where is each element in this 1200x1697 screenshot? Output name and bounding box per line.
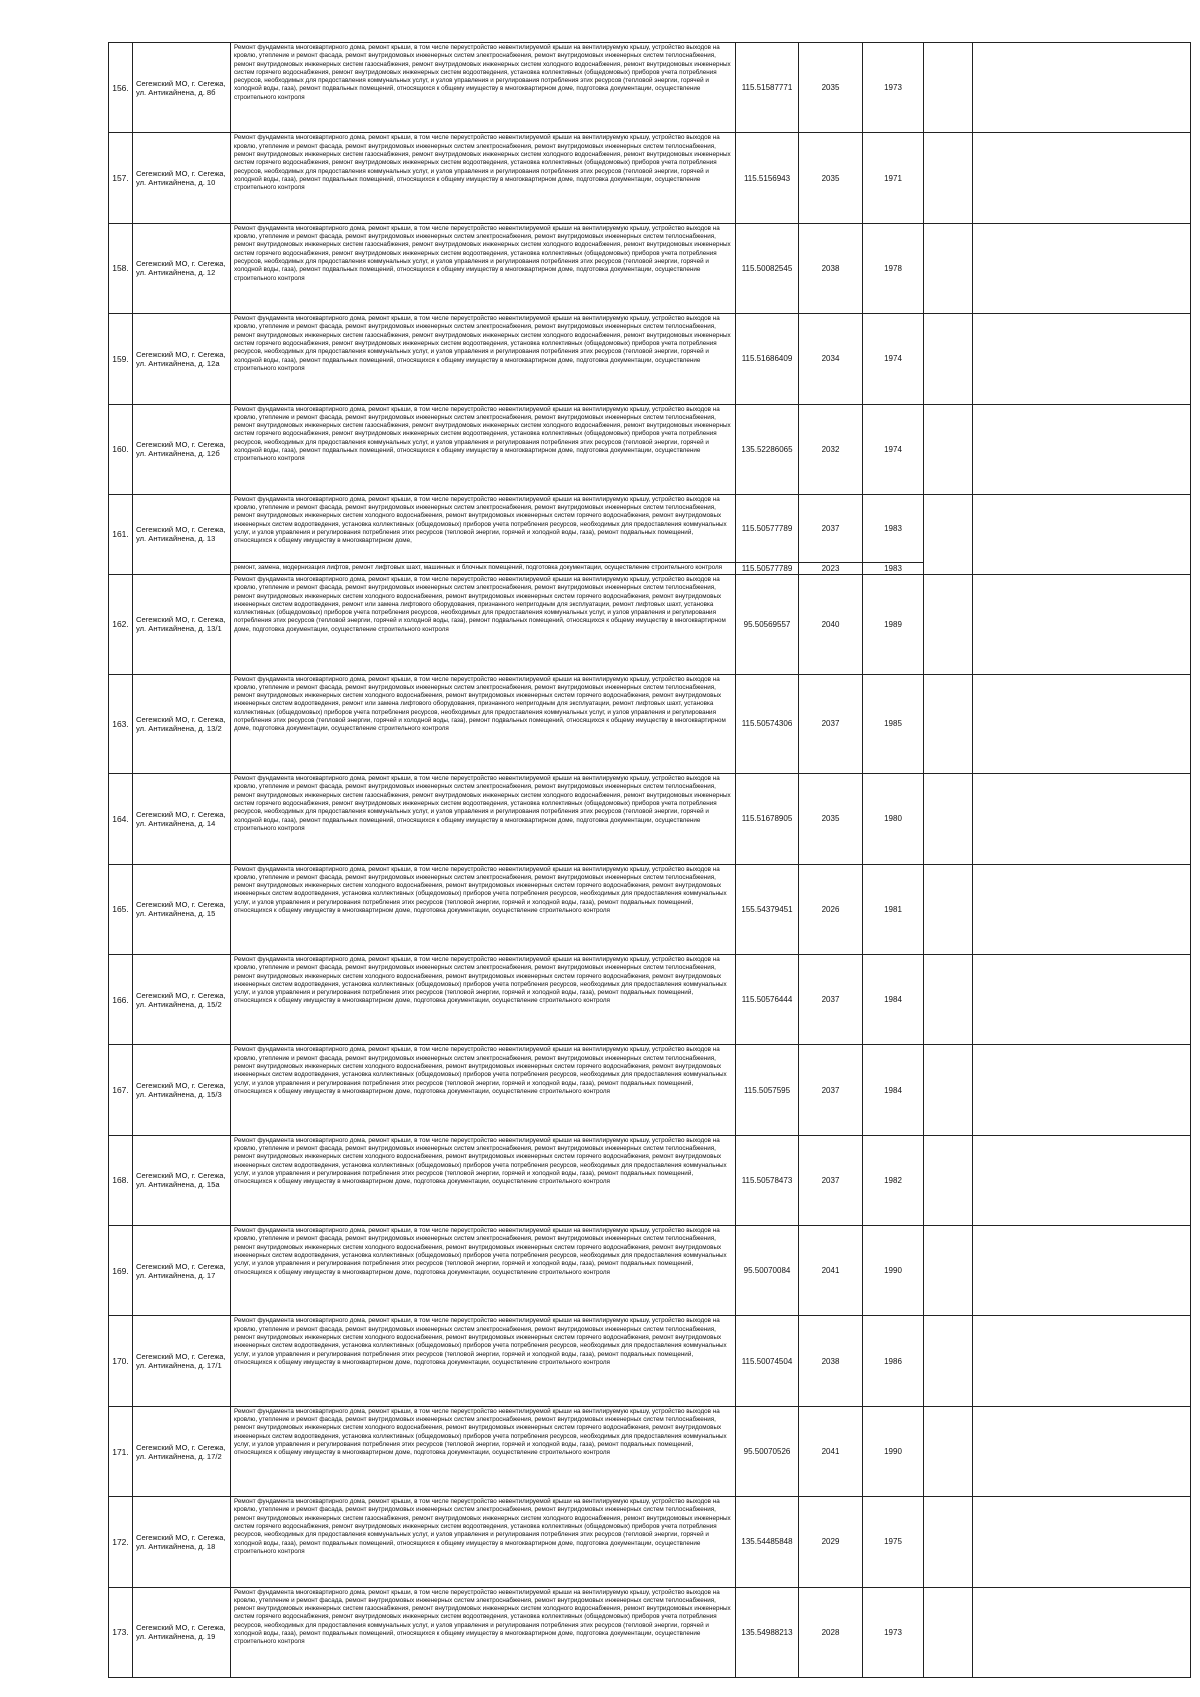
built-year-cell: 1990	[863, 1406, 924, 1496]
cost-cell: 135.54988213	[736, 1587, 799, 1677]
works-cell: Ремонт фундамента многоквартирного дома, ремонт крыши, в том числе переустройство невентилируемой крыши на вентилируемую крышу, устройство выходов на кровлю, утепление и ремонт фасада, ремонт внутридомовых инженерных систем электроснабжения, ремонт внутридомовых инженерных систем теплоснабжения, ремонт внутридомовых инженерных систем холодного водоснабжения, ремонт внутридомовых инженерных систем горячего водоснабжения, ремонт внутридомовых инженерных систем водоотведения, установка коллективных (общедомовых) приборов учета потребления ресурсов, необходимых для предоставления коммунальных услуг, и узлов управления и регулирования потребления этих ресурсов (тепловой энергии, горячей и холодной воды, газа), ремонт подвальных помещений, относящихся к общему имуществу в многоквартирном доме, подготовка документации, осуществление строительного контроля	[231, 1316, 736, 1406]
empty-cell	[973, 133, 1191, 223]
built-year-cell: 1985	[863, 674, 924, 774]
address-cell: Сегежский МО, г. Сегежа, ул. Антикайнена, д. 12б	[133, 404, 231, 494]
cost-cell: 115.51678905	[736, 774, 799, 864]
works-cell: Ремонт фундамента многоквартирного дома, ремонт крыши, в том числе переустройство невентилируемой крыши на вентилируемую крышу, устройство выходов на кровлю, утепление и ремонт фасада, ремонт внутридомовых инженерных систем электроснабжения, ремонт внутридомовых инженерных систем теплоснабжения, ремонт внутридомовых инженерных систем холодного водоснабжения, ремонт внутридомовых инженерных систем горячего водоснабжения, ремонт внутридомовых инженерных систем водоотведения, установка коллективных (общедомовых) приборов учета потребления ресурсов, необходимых для предоставления коммунальных услуг, и узлов управления и регулирования потребления этих ресурсов (тепловой энергии, горячей и холодной воды, газа), ремонт подвальных помещений, относящихся к общему имуществу в многоквартирном доме,	[231, 494, 736, 562]
year-cell: 2035	[799, 43, 863, 133]
empty-cell	[973, 404, 1191, 494]
empty-cell	[973, 774, 1191, 864]
built-year-cell: 1983	[863, 494, 924, 562]
row-number: 165.	[109, 864, 133, 954]
year-cell: 2028	[799, 1587, 863, 1677]
works-cell: Ремонт фундамента многоквартирного дома, ремонт крыши, в том числе переустройство невентилируемой крыши на вентилируемую крышу, устройство выходов на кровлю, утепление и ремонт фасада, ремонт внутридомовых инженерных систем электроснабжения, ремонт внутридомовых инженерных систем теплоснабжения, ремонт внутридомовых инженерных систем газоснабжения, ремонт внутридомовых инженерных систем холодного водоснабжения, ремонт внутридомовых инженерных систем горячего водоснабжения, ремонт внутридомовых инженерных систем водоотведения, установка коллективных (общедомовых) приборов учета потребления ресурсов, необходимых для предоставления коммунальных услуг, и узлов управления и регулирования потребления этих ресурсов (тепловой энергии, горячей и холодной воды, газа), ремонт подвальных помещений, относящихся к общему имуществу в многоквартирном доме, подготовка документации, осуществление строительного контроля	[231, 404, 736, 494]
built-year-cell: 1986	[863, 1316, 924, 1406]
row-number: 170.	[109, 1316, 133, 1406]
built-year-cell: 1973	[863, 1587, 924, 1677]
empty-cell	[973, 1226, 1191, 1316]
empty-cell	[973, 1316, 1191, 1406]
table-row	[109, 43, 1191, 133]
works-cell: Ремонт фундамента многоквартирного дома, ремонт крыши, в том числе переустройство невентилируемой крыши на вентилируемую крышу, устройство выходов на кровлю, утепление и ремонт фасада, ремонт внутридомовых инженерных систем электроснабжения, ремонт внутридомовых инженерных систем теплоснабжения, ремонт внутридомовых инженерных систем холодного водоснабжения, ремонт внутридомовых инженерных систем горячего водоснабжения, ремонт внутридомовых инженерных систем водоотведения, ремонт или замена лифтового оборудования, признанного непригодным для эксплуатации, ремонт лифтовых шахт, установка коллективных (общедомовых) приборов учета потребления ресурсов, необходимых для предоставления коммунальных услуг, и узлов управления и регулирования потребления этих ресурсов (тепловой энергии, горячей и холодной воды, газа), ремонт подвальных помещений, относящихся к общему имуществу в многоквартирном доме, подготовка документации, осуществление строительного контроля	[231, 574, 736, 674]
built-year-cell: 1989	[863, 574, 924, 674]
row-number: 158.	[109, 223, 133, 313]
address-cell: Сегежский МО, г. Сегежа, ул. Антикайнена, д. 17	[133, 1226, 231, 1316]
works-cell: Ремонт фундамента многоквартирного дома, ремонт крыши, в том числе переустройство невентилируемой крыши на вентилируемую крышу, устройство выходов на кровлю, утепление и ремонт фасада, ремонт внутридомовых инженерных систем электроснабжения, ремонт внутридомовых инженерных систем теплоснабжения, ремонт внутридомовых инженерных систем холодного водоснабжения, ремонт внутридомовых инженерных систем горячего водоснабжения, ремонт внутридомовых инженерных систем водоотведения, установка коллективных (общедомовых) приборов учета потребления ресурсов, необходимых для предоставления коммунальных услуг, и узлов управления и регулирования потребления этих ресурсов (тепловой энергии, горячей и холодной воды, газа), ремонт подвальных помещений, относящихся к общему имуществу в многоквартирном доме, подготовка документации, осуществление строительного контроля	[231, 1406, 736, 1496]
empty-cell	[973, 494, 1191, 574]
cost-cell: 115.50074504	[736, 1316, 799, 1406]
table-row	[109, 574, 1191, 674]
year-cell: 2023	[799, 562, 863, 574]
empty-cell	[924, 404, 973, 494]
built-year-cell: 1990	[863, 1226, 924, 1316]
row-number: 160.	[109, 404, 133, 494]
year-cell: 2040	[799, 574, 863, 674]
address-cell: Сегежский МО, г. Сегежа, ул. Антикайнена, д. 13	[133, 494, 231, 574]
table-row	[109, 404, 1191, 494]
empty-cell	[924, 1587, 973, 1677]
empty-cell	[924, 133, 973, 223]
built-year-cell: 1984	[863, 1045, 924, 1135]
empty-cell	[973, 954, 1191, 1044]
cost-cell: 155.54379451	[736, 864, 799, 954]
year-cell: 2041	[799, 1406, 863, 1496]
works-cell: Ремонт фундамента многоквартирного дома, ремонт крыши, в том числе переустройство невентилируемой крыши на вентилируемую крышу, устройство выходов на кровлю, утепление и ремонт фасада, ремонт внутридомовых инженерных систем электроснабжения, ремонт внутридомовых инженерных систем теплоснабжения, ремонт внутридомовых инженерных систем газоснабжения, ремонт внутридомовых инженерных систем холодного водоснабжения, ремонт внутридомовых инженерных систем горячего водоснабжения, ремонт внутридомовых инженерных систем водоотведения, установка коллективных (общедомовых) приборов учета потребления ресурсов, необходимых для предоставления коммунальных услуг, и узлов управления и регулирования потребления этих ресурсов (тепловой энергии, горячей и холодной воды, газа), ремонт подвальных помещений, относящихся к общему имуществу в многоквартирном доме, подготовка документации, осуществление строительного контроля	[231, 1497, 736, 1587]
row-number: 173.	[109, 1587, 133, 1677]
built-year-cell: 1983	[863, 562, 924, 574]
empty-cell	[924, 1406, 973, 1496]
table-row	[109, 954, 1191, 1044]
empty-cell	[973, 674, 1191, 774]
address-cell: Сегежский МО, г. Сегежа, ул. Антикайнена, д. 18	[133, 1497, 231, 1587]
built-year-cell: 1974	[863, 404, 924, 494]
year-cell: 2037	[799, 1045, 863, 1135]
works-cell: Ремонт фундамента многоквартирного дома, ремонт крыши, в том числе переустройство невентилируемой крыши на вентилируемую крышу, устройство выходов на кровлю, утепление и ремонт фасада, ремонт внутридомовых инженерных систем электроснабжения, ремонт внутридомовых инженерных систем теплоснабжения, ремонт внутридомовых инженерных систем холодного водоснабжения, ремонт внутридомовых инженерных систем горячего водоснабжения, ремонт внутридомовых инженерных систем водоотведения, установка коллективных (общедомовых) приборов учета потребления ресурсов, необходимых для предоставления коммунальных услуг, и узлов управления и регулирования потребления этих ресурсов (тепловой энергии, горячей и холодной воды, газа), ремонт подвальных помещений, относящихся к общему имуществу в многоквартирном доме, подготовка документации, осуществление строительного контроля	[231, 1226, 736, 1316]
empty-cell	[973, 223, 1191, 313]
address-cell: Сегежский МО, г. Сегежа, ул. Антикайнена, д. 15	[133, 864, 231, 954]
row-number: 156.	[109, 43, 133, 133]
empty-cell	[924, 1226, 973, 1316]
table-row	[109, 1135, 1191, 1225]
empty-cell	[924, 314, 973, 404]
cost-cell: 115.50082545	[736, 223, 799, 313]
cost-cell: 115.50578473	[736, 1135, 799, 1225]
empty-cell	[973, 574, 1191, 674]
year-cell: 2038	[799, 223, 863, 313]
address-cell: Сегежский МО, г. Сегежа, ул. Антикайнена, д. 15/2	[133, 954, 231, 1044]
year-cell: 2041	[799, 1226, 863, 1316]
row-number: 162.	[109, 574, 133, 674]
built-year-cell: 1973	[863, 43, 924, 133]
address-cell: Сегежский МО, г. Сегежа, ул. Антикайнена, д. 14	[133, 774, 231, 864]
cost-cell: 95.50569557	[736, 574, 799, 674]
empty-cell	[973, 1135, 1191, 1225]
built-year-cell: 1981	[863, 864, 924, 954]
empty-cell	[924, 774, 973, 864]
empty-cell	[973, 43, 1191, 133]
built-year-cell: 1971	[863, 133, 924, 223]
built-year-cell: 1982	[863, 1135, 924, 1225]
works-cell: Ремонт фундамента многоквартирного дома, ремонт крыши, в том числе переустройство невентилируемой крыши на вентилируемую крышу, устройство выходов на кровлю, утепление и ремонт фасада, ремонт внутридомовых инженерных систем электроснабжения, ремонт внутридомовых инженерных систем теплоснабжения, ремонт внутридомовых инженерных систем холодного водоснабжения, ремонт внутридомовых инженерных систем горячего водоснабжения, ремонт внутридомовых инженерных систем водоотведения, установка коллективных (общедомовых) приборов учета потребления ресурсов, необходимых для предоставления коммунальных услуг, и узлов управления и регулирования потребления этих ресурсов (тепловой энергии, горячей и холодной воды, газа), ремонт подвальных помещений, относящихся к общему имуществу в многоквартирном доме, подготовка документации, осуществление строительного контроля	[231, 954, 736, 1044]
row-number: 163.	[109, 674, 133, 774]
works-cell: Ремонт фундамента многоквартирного дома, ремонт крыши, в том числе переустройство невентилируемой крыши на вентилируемую крышу, устройство выходов на кровлю, утепление и ремонт фасада, ремонт внутридомовых инженерных систем электроснабжения, ремонт внутридомовых инженерных систем теплоснабжения, ремонт внутридомовых инженерных систем газоснабжения, ремонт внутридомовых инженерных систем холодного водоснабжения, ремонт внутридомовых инженерных систем горячего водоснабжения, ремонт внутридомовых инженерных систем водоотведения, установка коллективных (общедомовых) приборов учета потребления ресурсов, необходимых для предоставления коммунальных услуг, и узлов управления и регулирования потребления этих ресурсов (тепловой энергии, горячей и холодной воды, газа), ремонт подвальных помещений, относящихся к общему имуществу в многоквартирном доме, подготовка документации, осуществление строительного контроля	[231, 774, 736, 864]
address-cell: Сегежский МО, г. Сегежа, ул. Антикайнена, д. 17/2	[133, 1406, 231, 1496]
table-row	[109, 133, 1191, 223]
year-cell: 2035	[799, 774, 863, 864]
table-row	[109, 1045, 1191, 1135]
works-cell: Ремонт фундамента многоквартирного дома, ремонт крыши, в том числе переустройство невентилируемой крыши на вентилируемую крышу, устройство выходов на кровлю, утепление и ремонт фасада, ремонт внутридомовых инженерных систем электроснабжения, ремонт внутридомовых инженерных систем теплоснабжения, ремонт внутридомовых инженерных систем холодного водоснабжения, ремонт внутридомовых инженерных систем горячего водоснабжения, ремонт внутридомовых инженерных систем водоотведения, установка коллективных (общедомовых) приборов учета потребления ресурсов, необходимых для предоставления коммунальных услуг, и узлов управления и регулирования потребления этих ресурсов (тепловой энергии, горячей и холодной воды, газа), ремонт подвальных помещений, относящихся к общему имуществу в многоквартирном доме, подготовка документации, осуществление строительного контроля	[231, 1135, 736, 1225]
works-cell: Ремонт фундамента многоквартирного дома, ремонт крыши, в том числе переустройство невентилируемой крыши на вентилируемую крышу, устройство выходов на кровлю, утепление и ремонт фасада, ремонт внутридомовых инженерных систем электроснабжения, ремонт внутридомовых инженерных систем теплоснабжения, ремонт внутридомовых инженерных систем газоснабжения, ремонт внутридомовых инженерных систем холодного водоснабжения, ремонт внутридомовых инженерных систем горячего водоснабжения, ремонт внутридомовых инженерных систем водоотведения, установка коллективных (общедомовых) приборов учета потребления ресурсов, необходимых для предоставления коммунальных услуг, и узлов управления и регулирования потребления этих ресурсов (тепловой энергии, горячей и холодной воды, газа), ремонт подвальных помещений, относящихся к общему имуществу в многоквартирном доме, подготовка документации, осуществление строительного контроля	[231, 1587, 736, 1677]
empty-cell	[924, 674, 973, 774]
empty-cell	[924, 1135, 973, 1225]
address-cell: Сегежский МО, г. Сегежа, ул. Антикайнена, д. 15а	[133, 1135, 231, 1225]
year-cell: 2038	[799, 1316, 863, 1406]
works-cell: Ремонт фундамента многоквартирного дома, ремонт крыши, в том числе переустройство невентилируемой крыши на вентилируемую крышу, устройство выходов на кровлю, утепление и ремонт фасада, ремонт внутридомовых инженерных систем электроснабжения, ремонт внутридомовых инженерных систем теплоснабжения, ремонт внутридомовых инженерных систем холодного водоснабжения, ремонт внутридомовых инженерных систем горячего водоснабжения, ремонт внутридомовых инженерных систем водоотведения, установка коллективных (общедомовых) приборов учета потребления ресурсов, необходимых для предоставления коммунальных услуг, и узлов управления и регулирования потребления этих ресурсов (тепловой энергии, горячей и холодной воды, газа), ремонт подвальных помещений, относящихся к общему имуществу в многоквартирном доме, подготовка документации, осуществление строительного контроля	[231, 864, 736, 954]
document-sheet	[108, 42, 1190, 1678]
row-number: 168.	[109, 1135, 133, 1225]
row-number: 169.	[109, 1226, 133, 1316]
empty-cell	[924, 223, 973, 313]
built-year-cell: 1980	[863, 774, 924, 864]
row-number: 166.	[109, 954, 133, 1044]
empty-cell	[973, 314, 1191, 404]
year-cell: 2034	[799, 314, 863, 404]
year-cell: 2037	[799, 954, 863, 1044]
table-row	[109, 674, 1191, 774]
built-year-cell: 1978	[863, 223, 924, 313]
cost-cell: 135.52286065	[736, 404, 799, 494]
works-cell: Ремонт фундамента многоквартирного дома, ремонт крыши, в том числе переустройство невентилируемой крыши на вентилируемую крышу, устройство выходов на кровлю, утепление и ремонт фасада, ремонт внутридомовых инженерных систем электроснабжения, ремонт внутридомовых инженерных систем теплоснабжения, ремонт внутридомовых инженерных систем газоснабжения, ремонт внутридомовых инженерных систем холодного водоснабжения, ремонт внутридомовых инженерных систем горячего водоснабжения, ремонт внутридомовых инженерных систем водоотведения, установка коллективных (общедомовых) приборов учета потребления ресурсов, необходимых для предоставления коммунальных услуг, и узлов управления и регулирования потребления этих ресурсов (тепловой энергии, горячей и холодной воды, газа), ремонт подвальных помещений, относящихся к общему имуществу в многоквартирном доме, подготовка документации, осуществление строительного контроля	[231, 314, 736, 404]
works-cell: Ремонт фундамента многоквартирного дома, ремонт крыши, в том числе переустройство невентилируемой крыши на вентилируемую крышу, устройство выходов на кровлю, утепление и ремонт фасада, ремонт внутридомовых инженерных систем электроснабжения, ремонт внутридомовых инженерных систем теплоснабжения, ремонт внутридомовых инженерных систем газоснабжения, ремонт внутридомовых инженерных систем холодного водоснабжения, ремонт внутридомовых инженерных систем горячего водоснабжения, ремонт внутридомовых инженерных систем водоотведения, установка коллективных (общедомовых) приборов учета потребления ресурсов, необходимых для предоставления коммунальных услуг, и узлов управления и регулирования потребления этих ресурсов (тепловой энергии, горячей и холодной воды, газа), ремонт подвальных помещений, относящихся к общему имуществу в многоквартирном доме, подготовка документации, осуществление строительного контроля	[231, 43, 736, 133]
address-cell: Сегежский МО, г. Сегежа, ул. Антикайнена, д. 13/1	[133, 574, 231, 674]
table-row	[109, 774, 1191, 864]
year-cell: 2029	[799, 1497, 863, 1587]
cost-cell: 115.51587771	[736, 43, 799, 133]
address-cell: Сегежский МО, г. Сегежа, ул. Антикайнена, д. 12а	[133, 314, 231, 404]
empty-cell	[973, 1587, 1191, 1677]
cost-cell: 115.5156943	[736, 133, 799, 223]
row-number: 171.	[109, 1406, 133, 1496]
empty-cell	[924, 954, 973, 1044]
works-cell: ремонт, замена, модернизация лифтов, ремонт лифтовых шахт, машинных и блочных помещений, подготовка документации, осуществление строительного контроля	[231, 562, 736, 574]
table-row	[109, 494, 1191, 562]
empty-cell	[973, 864, 1191, 954]
address-cell: Сегежский МО, г. Сегежа, ул. Антикайнена, д. 12	[133, 223, 231, 313]
address-cell: Сегежский МО, г. Сегежа, ул. Антикайнена, д. 15/3	[133, 1045, 231, 1135]
table-row	[109, 1226, 1191, 1316]
works-cell: Ремонт фундамента многоквартирного дома, ремонт крыши, в том числе переустройство невентилируемой крыши на вентилируемую крышу, устройство выходов на кровлю, утепление и ремонт фасада, ремонт внутридомовых инженерных систем электроснабжения, ремонт внутридомовых инженерных систем теплоснабжения, ремонт внутридомовых инженерных систем газоснабжения, ремонт внутридомовых инженерных систем холодного водоснабжения, ремонт внутридомовых инженерных систем горячего водоснабжения, ремонт внутридомовых инженерных систем водоотведения, установка коллективных (общедомовых) приборов учета потребления ресурсов, необходимых для предоставления коммунальных услуг, и узлов управления и регулирования потребления этих ресурсов (тепловой энергии, горячей и холодной воды, газа), ремонт подвальных помещений, относящихся к общему имуществу в многоквартирном доме, подготовка документации, осуществление строительного контроля	[231, 223, 736, 313]
cost-cell: 135.54485848	[736, 1497, 799, 1587]
built-year-cell: 1975	[863, 1497, 924, 1587]
empty-cell	[924, 1497, 973, 1587]
works-cell: Ремонт фундамента многоквартирного дома, ремонт крыши, в том числе переустройство невентилируемой крыши на вентилируемую крышу, устройство выходов на кровлю, утепление и ремонт фасада, ремонт внутридомовых инженерных систем электроснабжения, ремонт внутридомовых инженерных систем теплоснабжения, ремонт внутридомовых инженерных систем холодного водоснабжения, ремонт внутридомовых инженерных систем горячего водоснабжения, ремонт внутридомовых инженерных систем водоотведения, ремонт или замена лифтового оборудования, признанного непригодным для эксплуатации, ремонт лифтовых шахт, установка коллективных (общедомовых) приборов учета потребления ресурсов, необходимых для предоставления коммунальных услуг, и узлов управления и регулирования потребления этих ресурсов (тепловой энергии, горячей и холодной воды, газа), ремонт подвальных помещений, относящихся к общему имуществу в многоквартирном доме, подготовка документации, осуществление строительного контроля	[231, 674, 736, 774]
table-row	[109, 223, 1191, 313]
year-cell: 2037	[799, 1135, 863, 1225]
empty-cell	[924, 43, 973, 133]
cost-cell: 115.5057595	[736, 1045, 799, 1135]
address-cell: Сегежский МО, г. Сегежа, ул. Антикайнена, д. 8б	[133, 43, 231, 133]
empty-cell	[973, 1406, 1191, 1496]
year-cell: 2026	[799, 864, 863, 954]
table-row	[109, 1587, 1191, 1677]
cost-cell: 115.51686409	[736, 314, 799, 404]
year-cell: 2037	[799, 494, 863, 562]
year-cell: 2035	[799, 133, 863, 223]
address-cell: Сегежский МО, г. Сегежа, ул. Антикайнена, д. 13/2	[133, 674, 231, 774]
table-row	[109, 314, 1191, 404]
cost-cell: 115.50577789	[736, 562, 799, 574]
row-number: 167.	[109, 1045, 133, 1135]
year-cell: 2037	[799, 674, 863, 774]
row-number: 172.	[109, 1497, 133, 1587]
empty-cell	[973, 1045, 1191, 1135]
table-row	[109, 864, 1191, 954]
cost-cell: 115.50576444	[736, 954, 799, 1044]
row-number: 157.	[109, 133, 133, 223]
address-cell: Сегежский МО, г. Сегежа, ул. Антикайнена, д. 17/1	[133, 1316, 231, 1406]
year-cell: 2032	[799, 404, 863, 494]
cost-cell: 95.50070084	[736, 1226, 799, 1316]
empty-cell	[924, 574, 973, 674]
cost-cell: 115.50574306	[736, 674, 799, 774]
empty-cell	[973, 1497, 1191, 1587]
row-number: 161.	[109, 494, 133, 574]
repair-program-table	[108, 42, 1191, 1678]
empty-cell	[924, 1316, 973, 1406]
empty-cell	[924, 1045, 973, 1135]
works-cell: Ремонт фундамента многоквартирного дома, ремонт крыши, в том числе переустройство невентилируемой крыши на вентилируемую крышу, устройство выходов на кровлю, утепление и ремонт фасада, ремонт внутридомовых инженерных систем электроснабжения, ремонт внутридомовых инженерных систем теплоснабжения, ремонт внутридомовых инженерных систем газоснабжения, ремонт внутридомовых инженерных систем холодного водоснабжения, ремонт внутридомовых инженерных систем горячего водоснабжения, ремонт внутридомовых инженерных систем водоотведения, установка коллективных (общедомовых) приборов учета потребления ресурсов, необходимых для предоставления коммунальных услуг, и узлов управления и регулирования потребления этих ресурсов (тепловой энергии, горячей и холодной воды, газа), ремонт подвальных помещений, относящихся к общему имуществу в многоквартирном доме, подготовка документации, осуществление строительного контроля	[231, 133, 736, 223]
table-row	[109, 1497, 1191, 1587]
row-number: 164.	[109, 774, 133, 864]
empty-cell	[924, 494, 973, 574]
table-row	[109, 1406, 1191, 1496]
address-cell: Сегежский МО, г. Сегежа, ул. Антикайнена, д. 19	[133, 1587, 231, 1677]
empty-cell	[924, 864, 973, 954]
built-year-cell: 1984	[863, 954, 924, 1044]
row-number: 159.	[109, 314, 133, 404]
cost-cell: 115.50577789	[736, 494, 799, 562]
table-body	[109, 43, 1191, 1678]
cost-cell: 95.50070526	[736, 1406, 799, 1496]
table-row	[109, 1316, 1191, 1406]
address-cell: Сегежский МО, г. Сегежа, ул. Антикайнена, д. 10	[133, 133, 231, 223]
built-year-cell: 1974	[863, 314, 924, 404]
works-cell: Ремонт фундамента многоквартирного дома, ремонт крыши, в том числе переустройство невентилируемой крыши на вентилируемую крышу, устройство выходов на кровлю, утепление и ремонт фасада, ремонт внутридомовых инженерных систем электроснабжения, ремонт внутридомовых инженерных систем теплоснабжения, ремонт внутридомовых инженерных систем холодного водоснабжения, ремонт внутридомовых инженерных систем горячего водоснабжения, ремонт внутридомовых инженерных систем водоотведения, установка коллективных (общедомовых) приборов учета потребления ресурсов, необходимых для предоставления коммунальных услуг, и узлов управления и регулирования потребления этих ресурсов (тепловой энергии, горячей и холодной воды, газа), ремонт подвальных помещений, относящихся к общему имуществу в многоквартирном доме, подготовка документации, осуществление строительного контроля	[231, 1045, 736, 1135]
